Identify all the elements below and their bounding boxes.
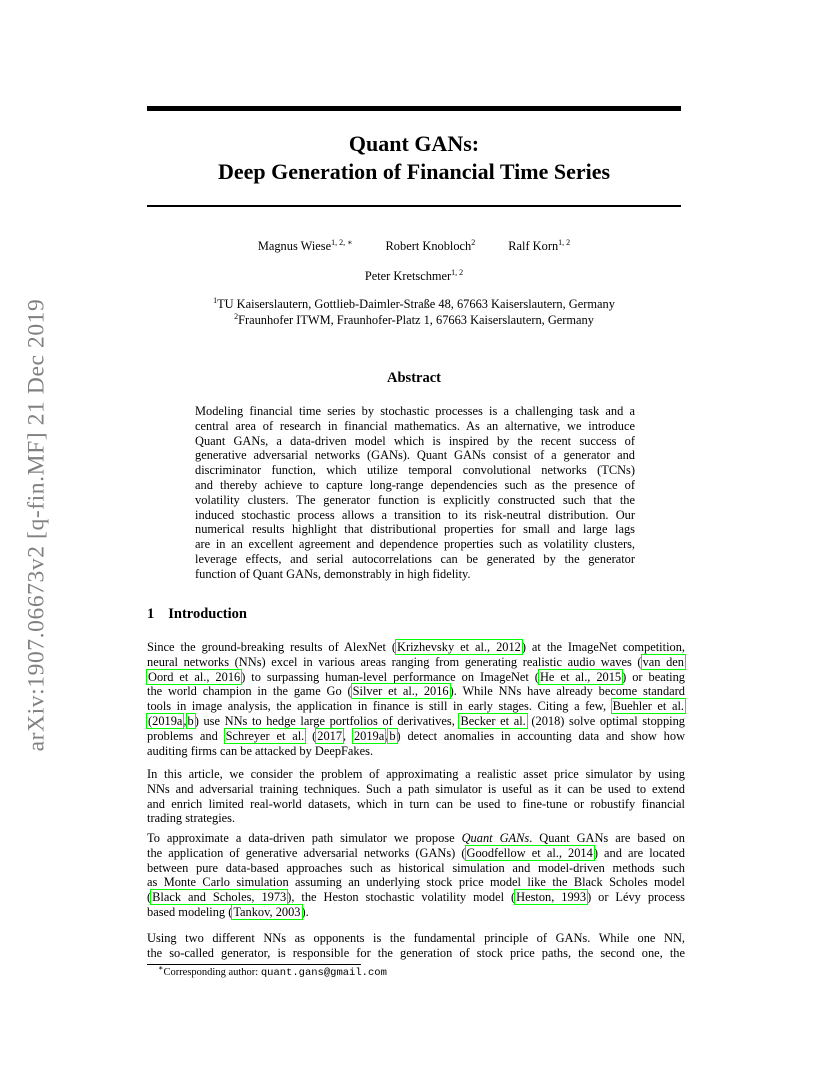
paragraph: Since the ground-breaking results of AlexNet (Krizhevsky et al., 2012) at the ImageNet competition, neural networks (NNs) excel in various areas ranging from generating realistic audio waves (van den Oord et al., 2016) to surpassing human-level performance on ImageNet (He et al., 2015) or beating the world champion in the game Go (Silver et al., 2016). While NNs have already become standard tools in image analysis, the application in finance is still in early stages. Citing a few, Buehler et al. (2019a,b) use NNs to hedge large portfolios of derivatives, Becker et al. (2018) solve optimal stopping problems and Schreyer et al. (2017, 2019a,b) detect anomalies in accounting data and show how auditing firms can be attacked by DeepFakes. bbox=[147, 640, 686, 758]
title-line-1: Quant GANs: bbox=[348, 131, 480, 156]
citation-link[interactable]: Heston, 1993 bbox=[516, 890, 587, 905]
footnote-rule bbox=[147, 964, 361, 965]
section-title: Introduction bbox=[168, 606, 247, 622]
citation-link[interactable]: Buehler et al. bbox=[612, 699, 684, 714]
footnote-label: Corresponding author: bbox=[163, 967, 261, 978]
affiliation: $^1$TU Kaiserslautern, Gottlieb-Daimler-Straße 48, 67663 Kaiserslautern, Germany bbox=[213, 295, 615, 311]
title-top-rule bbox=[147, 106, 681, 111]
affiliations bbox=[147, 296, 681, 328]
citation-link[interactable]: Goodfellow et al., 2014 bbox=[466, 845, 593, 860]
affiliation: $^2$Fraunhofer ITWM, Fraunhofer-Platz 1, 67663 Kaiserslautern, Germany bbox=[234, 311, 594, 327]
arxiv-identifier: arXiv:1907.06673v2 [q-fin.MF] 21 Dec 2019 bbox=[23, 298, 50, 752]
citation-link[interactable]: Oord et al., 2016 bbox=[148, 669, 241, 684]
citation-link[interactable]: 2019a bbox=[353, 728, 385, 743]
citation-link[interactable]: van den bbox=[642, 654, 684, 669]
paragraph: To approximate a data-driven path simulator we propose Quant GANs. Quant GANs are based on the application of generative adversarial networks (GANs) (Goodfellow et al., 2014) and are located between pure data-based approaches such as historical simulation and model-driven methods such as Monte Carlo simulation assuming an underlying stock price model like the Black Scholes model (Black and Scholes, 1973), the Heston stochastic volatility model (Heston, 1993) or Lévy process based modeling (Tankov, 2003). bbox=[147, 831, 686, 919]
section-heading-introduction bbox=[147, 606, 247, 623]
citation-link[interactable]: Becker et al. bbox=[460, 713, 526, 728]
paragraph: Using two different NNs as opponents is the fundamental principle of GANs. While one NN, the so-called generator, is responsible for the generation of stock price paths, the second one, the bbox=[147, 931, 685, 960]
citation-link[interactable]: (2019a bbox=[148, 713, 183, 728]
citation-link[interactable]: 2017 bbox=[317, 728, 343, 743]
author: Robert Knobloch$^2$ bbox=[385, 237, 476, 253]
footnote-mark: ∗ bbox=[158, 963, 164, 973]
citation-link[interactable]: Krizhevsky et al., 2012 bbox=[397, 640, 521, 654]
citation-link[interactable]: Schreyer et al. bbox=[225, 728, 305, 743]
citation-link[interactable]: b bbox=[187, 713, 194, 728]
paper-title bbox=[147, 130, 681, 186]
author: Peter Kretschmer$^{1, 2}$ bbox=[364, 267, 464, 283]
citation-link[interactable]: Black and Scholes, 1973 bbox=[152, 890, 287, 905]
author: Ralf Korn$^{1, 2}$ bbox=[508, 237, 571, 253]
author: Magnus Wiese$^{1, 2, ∗}$ bbox=[257, 237, 353, 253]
author-block bbox=[147, 238, 681, 284]
footnote bbox=[158, 963, 387, 980]
citation-link[interactable]: He et al., 2015 bbox=[539, 669, 622, 684]
title-line-2: Deep Generation of Financial Time Series bbox=[217, 159, 611, 184]
abstract-text: Modeling financial time series by stochastic processes is a challenging task and a central area of research in financial mathematics. As an alternative, we introduce Quant GANs, a data-driven model which is inspired by the recent success of generative adversarial networks (GANs). Quant GANs consist of a generator and discriminator function, which utilize temporal convolutional networks (TCNs) and thereby achieve to capture long-range dependencies such as the presence of volatility clusters. The generator function is explicitly constructed such that the induced stochastic process allows a transition to its risk-neutral distribution. Our numerical results highlight that distributional properties for small and large lags are in an excellent agreement and dependence properties such as volatility clusters, leverage effects, and serial autocorrelations can be generated by the generator function of Quant GANs, demonstrably in high fidelity. bbox=[195, 404, 635, 581]
arxiv-stamp bbox=[22, 270, 52, 780]
citation-link[interactable]: Tankov, 2003 bbox=[233, 904, 301, 919]
abstract-heading: Abstract bbox=[387, 370, 441, 386]
title-bottom-rule bbox=[147, 205, 681, 207]
paragraph: In this article, we consider the problem of approximating a realistic asset price simulator by using NNs and adversarial training techniques. Such a path simulator is useful as it can be used to extend and enrich limited real-world datasets, which in turn can be used to fine-tune or robustify financial trading strategies. bbox=[147, 767, 685, 826]
section-number: 1 bbox=[147, 606, 155, 622]
footnote-email: quant.gans@gmail.com bbox=[260, 967, 387, 979]
emphasis-term: Quant GANs bbox=[461, 831, 530, 845]
citation-link[interactable]: b bbox=[389, 728, 396, 743]
citation-link[interactable]: Silver et al., 2016 bbox=[352, 684, 449, 699]
